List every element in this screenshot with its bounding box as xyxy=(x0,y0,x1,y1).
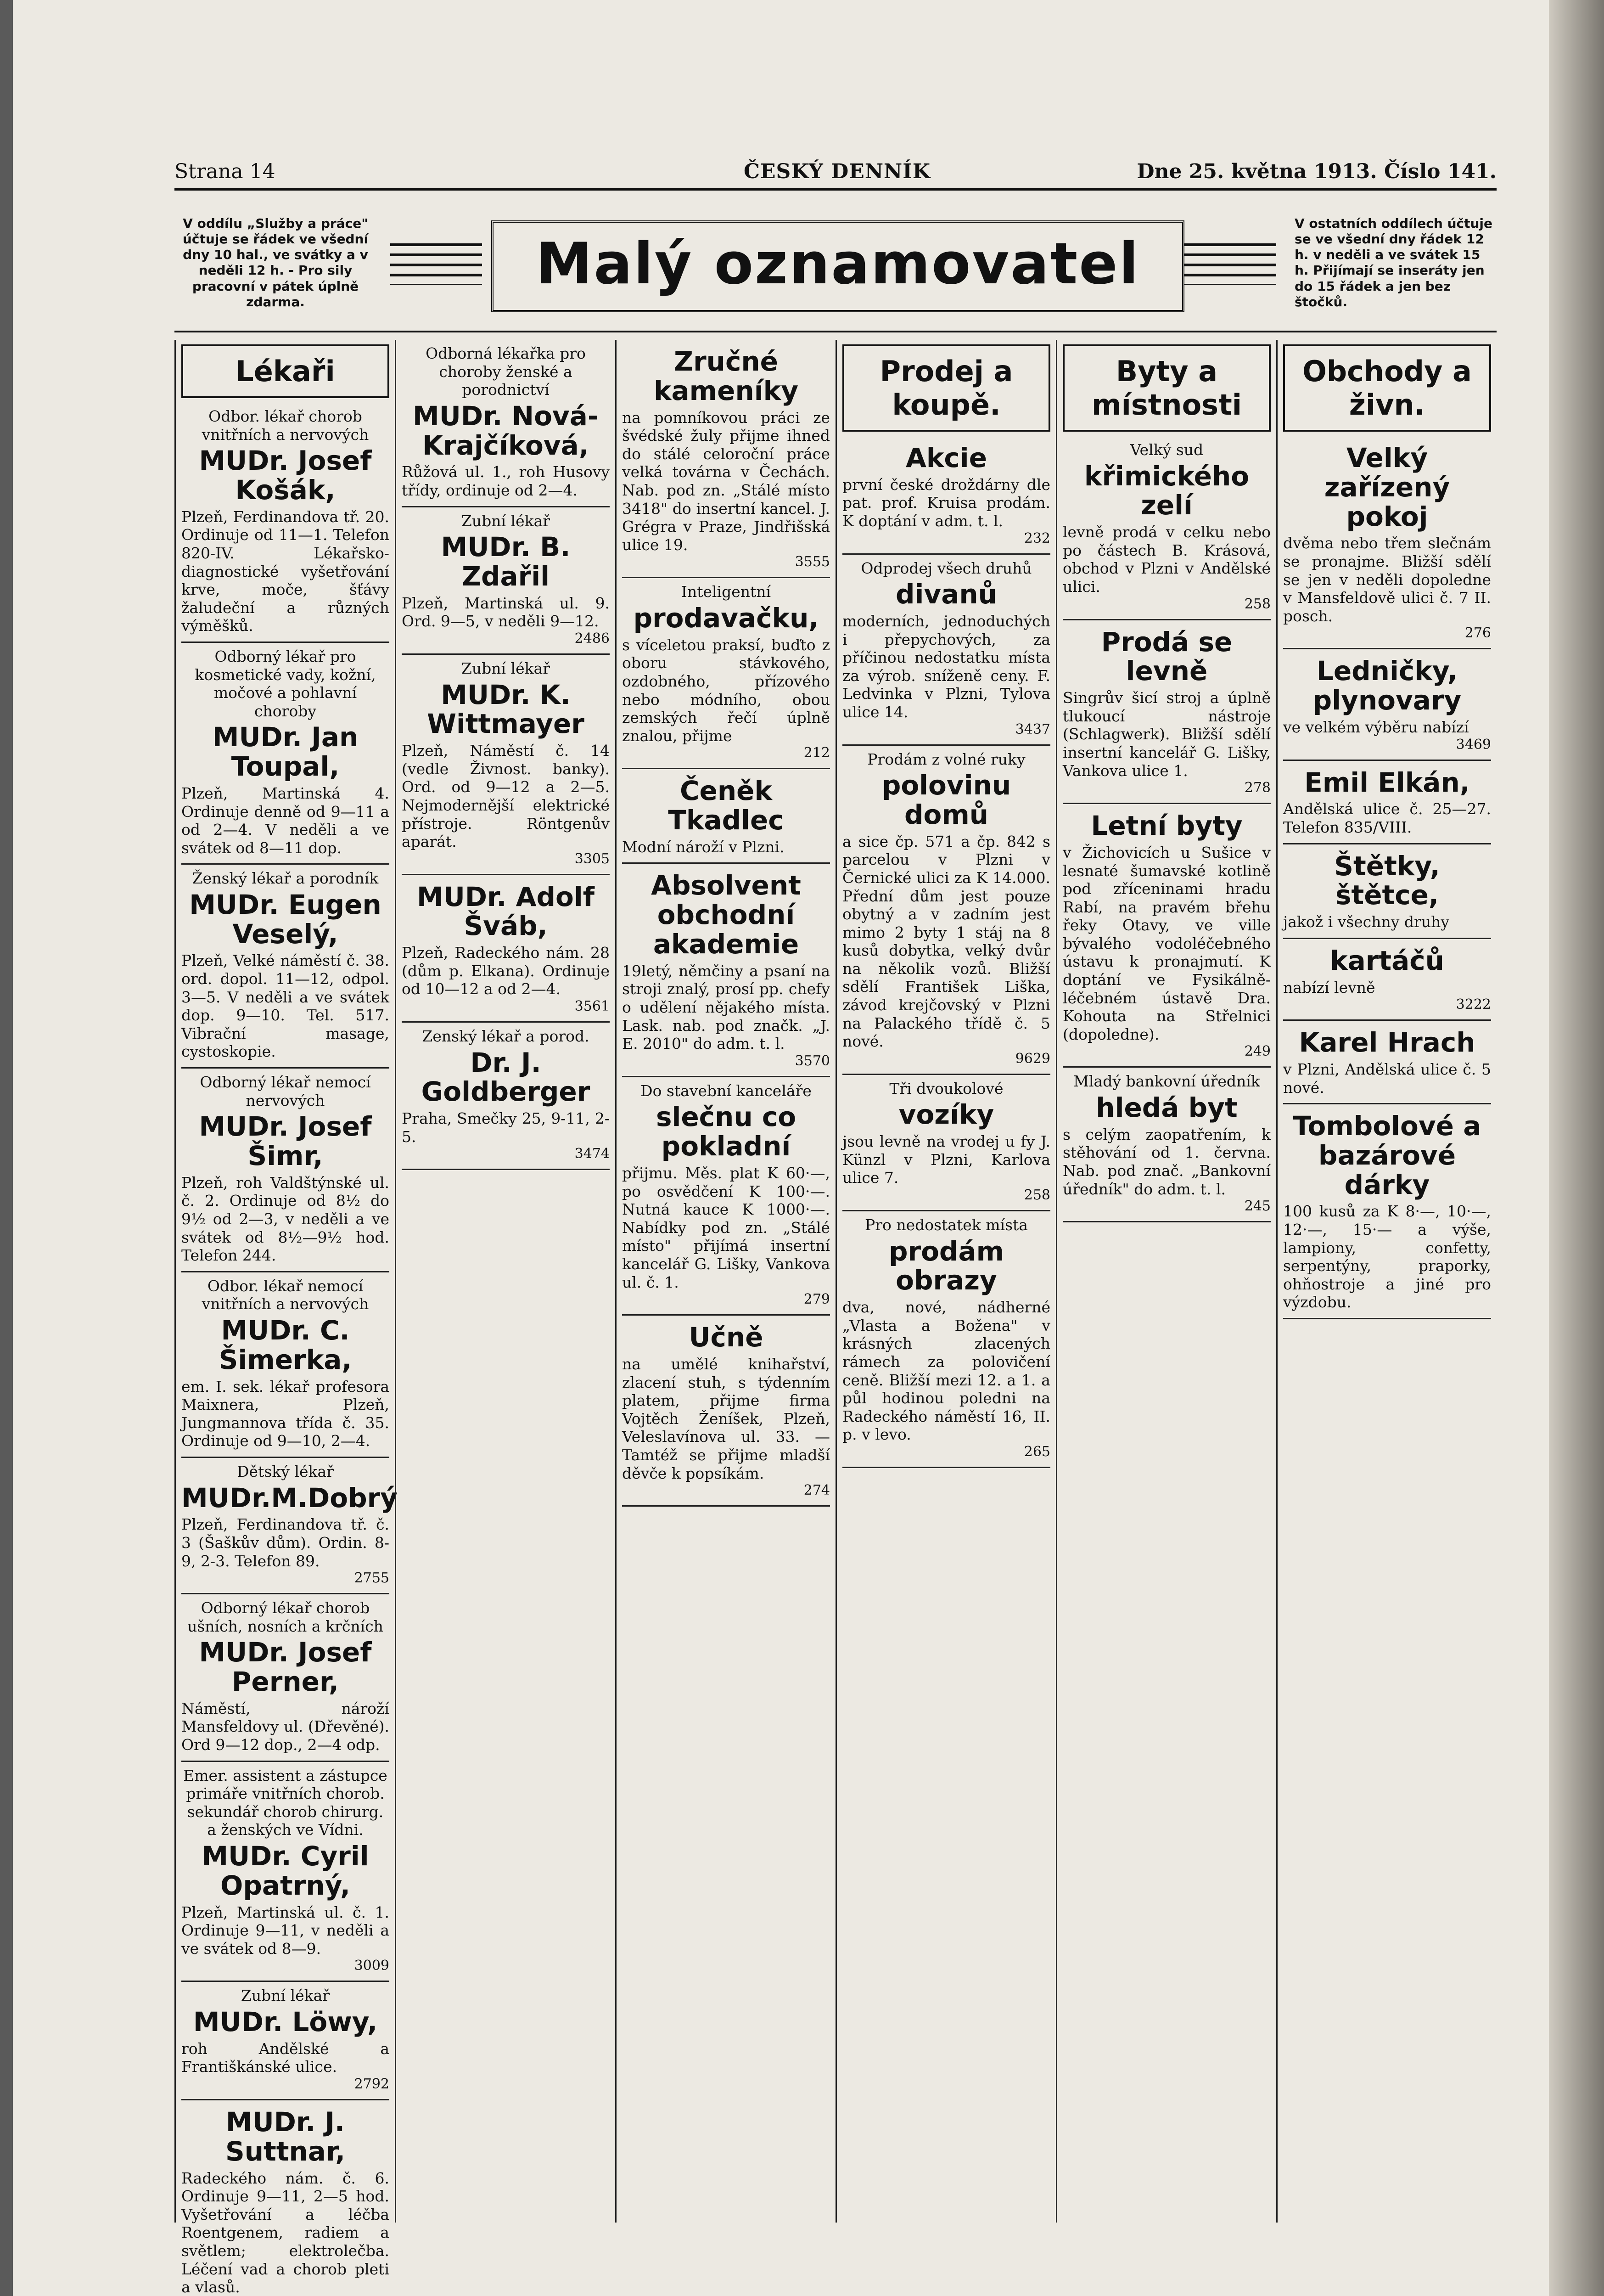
banner-rules-left xyxy=(390,243,482,285)
ad-body: Náměstí, nároží Mansfeldovy ul. (Dřevěné). Ord 9—12 dop., 2—4 odp. xyxy=(181,1699,389,1754)
scan-edge-right xyxy=(1549,0,1604,2296)
column-5 xyxy=(1056,340,1276,2223)
ad-intro: Odborná lékařka pro choroby ženské a porodnictví xyxy=(426,344,586,399)
ad-code: 258 xyxy=(1024,1187,1050,1204)
column-6 xyxy=(1276,340,1497,2223)
ad-body: Plzeň, roh Valdštýnské ul. č. 2. Ordinuje od 8½ do 9½ od 2—3, v neděli a ve svátek od 8½—9½ hod. Telefon 244. xyxy=(181,1173,389,1265)
ad-intro: Zenský lékař a porod. xyxy=(422,1027,589,1046)
ad-body: roh Andělské a Františkánské ulice. xyxy=(181,2039,389,2076)
ad-code: 212 xyxy=(803,745,830,761)
ad-code: 279 xyxy=(803,1291,830,1308)
classified-ad xyxy=(181,1458,398,1594)
pricing-note-right: V ostatních oddílech účtuje se ve všední dny řádek 12 h. v neděli a ve svátek 15 h. Přijímají se inseráty jen do 15 řádek a jen bez štočků. xyxy=(1295,216,1493,310)
ad-intro: Zubní lékař xyxy=(461,659,550,677)
classified-ad xyxy=(1283,649,1491,760)
ad-body: Plzeň, Radeckého nám. 28 (dům p. Elkana). Ordinuje od 10—12 a od 2—4. xyxy=(402,944,610,998)
ad-body: 19letý, němčiny a psaní na stroji znalý, prosí pp. chefy o udělení nějakého místa. Lask. nab. pod značk. „J. E. 2010" do adm. t. l. xyxy=(622,962,830,1053)
classified-ad xyxy=(622,578,830,769)
ad-heading: Velký zařízený pokoj xyxy=(1324,442,1450,532)
ad-body: levně prodá v celku nebo po částech B. Krásová, obchod v Plzni v Andělské ulici. xyxy=(1063,523,1271,596)
classified-ad xyxy=(181,1594,389,1762)
ad-body: a sice čp. 571 a čp. 842 s parcelou v Plzni v Černické ulici za K 14.000. Přední dům jest pouze obytný a v zadním jest mimo 2 byty 1 stáj na 8 kusů dobytka, velký dvůr na několik vozů. Bližší sdělí František Liška, závod krejčovský v Plzni na Palackého třídě č. 5 nové. xyxy=(842,832,1050,1051)
classified-ad xyxy=(402,875,610,1023)
ad-heading: prodavačku, xyxy=(633,602,819,634)
ad-body: Andělská ulice č. 25—27. Telefon 835/VIII. xyxy=(1283,800,1491,836)
ad-code: 3469 xyxy=(1456,736,1491,753)
classified-ad xyxy=(1063,436,1271,620)
column-3 xyxy=(615,340,836,2223)
ad-body: Růžová ul. 1., roh Husovy třídy, ordinuje od 2—4. xyxy=(402,463,610,499)
classifieds-banner xyxy=(174,211,1497,332)
ad-heading: MUDr. K. Wittmayer xyxy=(427,679,584,740)
ad-code: 3305 xyxy=(574,850,610,867)
ad-body: Plzeň, Ferdinandova tř. 20. Ordinuje od 11—1. Telefon 820-IV. Lékařsko-diagnostické vyšetřování krve, moče, šťávy žaludeční a různých výměšků. xyxy=(181,507,389,635)
ad-body: Plzeň, Martinská 4. Ordinuje denně od 9—11 a od 2—4. V neděli a ve svátek od 8—11 dop. xyxy=(181,784,389,857)
classified-ad xyxy=(402,507,610,655)
classified-ad xyxy=(181,1069,389,1272)
ad-body: Plzeň, Martinská ul. č. 1. Ordinuje 9—11, v neděli a ve svátek od 8—9. xyxy=(181,1903,389,1958)
ad-heading: Zručné kameníky xyxy=(653,346,799,406)
ad-code: 258 xyxy=(1244,596,1271,612)
ad-body: dva, nové, nádherné „Vlasta a Božena" v krásných zlacených rámech za polovičení ceně. Bližší mezi 12. a 1. a půl hodinou poledni na Radeckého náměstí 16, II. p. v levo. xyxy=(842,1298,1050,1444)
classified-ad xyxy=(842,436,1050,555)
ad-heading: Emil Elkán, xyxy=(1304,766,1470,798)
ad-heading: Čeněk Tkadlec xyxy=(668,775,784,836)
ad-heading: prodám obrazy xyxy=(888,1235,1004,1296)
ad-body: dvěma nebo třem slečnám se pronajme. Bližší sdělí se jen v neděli dopoledne v Mansfeldově ulici č. 7 II. posch. xyxy=(1283,534,1491,625)
ad-body: Plzeň, Martinská ul. 9. Ord. 9—5, v neděli 9—12. xyxy=(402,594,610,630)
ad-code: 3009 xyxy=(354,1958,389,1974)
classified-ad xyxy=(181,1762,389,1982)
ad-body: jakož i všechny druhy xyxy=(1283,913,1449,931)
classified-ad xyxy=(1283,939,1491,1021)
section-heading: Obchody a živn. xyxy=(1283,344,1491,432)
classified-ad xyxy=(842,1075,1050,1211)
ad-heading: Dr. J. Goldberger xyxy=(421,1047,590,1108)
ad-intro: Zubní lékař xyxy=(461,512,550,530)
ad-body: s celým zaopatřením, k stěhování od 1. června. Nab. pod znač. „Bankovní úředník" do adm. t. l. xyxy=(1063,1125,1271,1198)
classified-ad xyxy=(1283,844,1491,939)
ad-intro: Prodám z volné ruky xyxy=(867,750,1026,768)
classified-ad xyxy=(181,1982,389,2100)
section-heading: Prodej a koupě. xyxy=(842,344,1050,432)
ad-body: Modní nároží v Plzni. xyxy=(622,838,785,856)
classified-ad xyxy=(181,2100,389,2296)
ad-code: 3474 xyxy=(574,1146,610,1162)
ad-intro: Ženský lékař a porodník xyxy=(192,869,379,888)
classified-ad xyxy=(402,1023,610,1170)
ad-intro: Do stavební kanceláře xyxy=(640,1081,812,1100)
ad-code: 9629 xyxy=(1015,1050,1050,1067)
ad-heading: MUDr. Nová-Krajčíková, xyxy=(413,400,599,461)
section-heading: Byty a místnosti xyxy=(1063,344,1271,432)
ad-code: 2792 xyxy=(354,2076,389,2092)
ad-code: 3555 xyxy=(795,554,830,570)
ad-code: 232 xyxy=(1024,530,1050,546)
ad-heading: Ledničky, plynovary xyxy=(1312,655,1462,716)
classified-ad xyxy=(181,1272,389,1458)
ad-intro: Odbor. lékař chorob vnitřních a nervových xyxy=(202,407,369,444)
ad-body: přijmu. Měs. plat K 60·—, po osvědčení K 100·—. Nutná kauce K 1000·—. Nabídky pod zn. „Stálé místo" přijímá insertní kancelář G. Lišky, Vankova ul. č. 1. xyxy=(622,1164,830,1291)
ad-heading: Učně xyxy=(689,1322,763,1353)
ad-intro: Emer. assistent a zástupce primáře vnitřních chorob. sekundář chorob chirurg. a ženských ve Vídni. xyxy=(183,1766,387,1839)
classified-ad xyxy=(622,1316,830,1507)
ad-body: Plzeň, Velké náměstí č. 38. ord. dopol. 11—12, odpol. 3—5. V neděli a ve svátek dop. 9—10. Tel. 517. Vibrační masage, cystoskopie. xyxy=(181,951,389,1061)
ad-intro: Odborný lékař chorob ušních, nosních a krčních xyxy=(187,1599,383,1635)
ad-body: em. I. sek. lékař profesora Maixnera, Plzeň, Jungmannova třída č. 35. Ordinuje od 9—10, 2—4. xyxy=(181,1377,389,1450)
classified-ad xyxy=(1283,1104,1491,1319)
ad-code: 249 xyxy=(1244,1043,1271,1060)
classified-ad xyxy=(842,555,1050,746)
classified-ad xyxy=(622,769,830,864)
ad-heading: Karel Hrach xyxy=(1299,1027,1475,1058)
ad-intro: Tři dvoukolové xyxy=(889,1079,1004,1097)
ad-code: 3437 xyxy=(1015,721,1050,737)
ad-body: na umělé knihařství, zlacení stuh, s týdenním platem, přijme firma Vojtěch Ženíšek, Plzeň, Veleslavínova ul. 33. — Tamtéž se přijme mladší děvče k popsíkám. xyxy=(622,1355,830,1482)
issue-date: Dne 25. května 1913. Číslo 141. xyxy=(1137,160,1497,183)
ad-intro: Inteligentní xyxy=(681,583,771,601)
ad-heading: MUDr. Josef Šimr, xyxy=(199,1111,372,1172)
ad-intro: Velký sud xyxy=(1130,441,1204,459)
page-header xyxy=(174,156,1497,191)
ad-body: první české droždárny dle pat. prof. Kruisa prodám. K doptání v adm. t. l. xyxy=(842,475,1050,530)
ad-heading: MUDr. C. Šimerka, xyxy=(219,1314,352,1375)
ad-body: Plzeň, Ferdinandova tř. č. 3 (Šaškův dům). Ordin. 8-9, 2-3. Telefon 89. xyxy=(181,1515,389,1570)
column-1 xyxy=(174,340,398,2296)
classified-ad xyxy=(402,340,610,507)
classified-ad xyxy=(622,1077,830,1316)
ad-body: jsou levně na vrodej u fy J. Künzl v Plzni, Karlova ulice 7. xyxy=(842,1132,1050,1187)
ad-heading: MUDr. B. Zdařil xyxy=(441,531,571,592)
ad-body: na pomníkovou práci ze švédské žuly přijme ihned do stálé celoroční práce velká továrna v Čechách. Nab. pod zn. „Stálé místo 3418" do insertní kancel. J. Grégra v Praze, Jindřišská ulice 19. xyxy=(622,408,830,554)
ad-heading: Prodá se levně xyxy=(1101,626,1233,687)
ad-body: Plzeň, Náměstí č. 14 (vedle Živnost. banky). Ord. od 9—12 a 2—5. Nejmodernější elektrické přístroje. Röntgenův aparát. xyxy=(402,742,610,851)
ad-heading: hledá byt xyxy=(1096,1092,1238,1124)
ad-heading: kartáčů xyxy=(1330,945,1444,976)
section-heading: Lékaři xyxy=(181,344,389,398)
classified-ad xyxy=(1283,1021,1491,1104)
ad-intro: Odprodej všech druhů xyxy=(861,559,1032,577)
pricing-note-left: V oddílu „Služby a práce" účtuje se řádek ve všední dny 10 hal., ve svátky a v neděli 12 h. - Pro sily pracovní v pátek úplně zdarma. xyxy=(182,216,369,310)
ad-body: moderních, jednoduchých i přepychových, za příčinou nedostatku místa za výrob. sníženě ceny. F. Ledvinka v Plzni, Tylova ulice 14. xyxy=(842,612,1050,721)
ad-heading: Tombolové a bazárové dárky xyxy=(1293,1110,1481,1200)
ad-intro: Odborný lékař pro kosmetické vady, kožní, močové a pohlavní choroby xyxy=(195,647,376,720)
ad-intro: Pro nedostatek místa xyxy=(865,1216,1028,1234)
classified-ad xyxy=(842,746,1050,1075)
ad-code: 265 xyxy=(1024,1443,1050,1460)
ad-body: Praha, Smečky 25, 9-11, 2-5. xyxy=(402,1109,610,1146)
ad-code: 276 xyxy=(1464,625,1491,642)
ad-intro: Mladý bankovní úředník xyxy=(1073,1072,1260,1091)
classified-ad xyxy=(622,340,830,578)
ad-heading: divanů xyxy=(896,579,997,610)
ad-code: 3561 xyxy=(574,998,610,1015)
ad-intro: Odbor. lékař nemocí vnitřních a nervových xyxy=(202,1277,369,1313)
classified-ad xyxy=(1283,436,1491,649)
ad-heading: MUDr. Cyril Opatrný, xyxy=(202,1840,369,1901)
classified-ad xyxy=(402,655,610,875)
classified-ad xyxy=(1063,1068,1271,1222)
ad-body: ve velkém výběru nabízí xyxy=(1283,718,1469,736)
ad-code: 3570 xyxy=(795,1052,830,1069)
banner-rules-right xyxy=(1184,243,1276,285)
ad-heading: MUDr. Josef Košák, xyxy=(199,445,372,506)
section-title: Malý oznamovatel xyxy=(491,220,1184,312)
ad-body: 100 kusů za K 8·—, 10·—, 12·—, 15·— a výše, lampiony, confetty, serpentýny, praporky, ohňostroje a jiné pro výzdobu. xyxy=(1283,1202,1491,1311)
ad-body: nabízí levně xyxy=(1283,978,1375,996)
ad-intro: Zubní lékař xyxy=(241,1986,330,2005)
ad-heading: MUDr. Eugen Veselý, xyxy=(189,889,381,950)
ad-heading: Akcie xyxy=(905,442,987,473)
ad-heading: MUDr. J. Suttnar, xyxy=(225,2106,346,2167)
classified-ad xyxy=(181,643,389,865)
ad-heading: Letní byty xyxy=(1091,810,1243,842)
classified-ad xyxy=(622,864,830,1077)
ad-heading: slečnu co pokladní xyxy=(656,1101,796,1162)
ad-body: Radeckého nám. č. 6. Ordinuje 9—11, 2—5 hod. Vyšetřování a léčba Roentgenem, radiem a světlem; elektrolečba. Léčení vad a chorob pleti a vlasů. xyxy=(181,2169,389,2296)
ad-body: v Žichovicích u Sušice v lesnaté šumavské kotlině pod zříceninami hradu Rabí, na pravém břehu řeky Otavy, ve ville bývalého vodoléčebného ústavu k pronajmutí. K doptání ve Fysikálně-léčebném ústavě Dra. Kohouta na Střelnici (dopoledne). xyxy=(1063,843,1271,1043)
ad-code: 278 xyxy=(1244,780,1271,796)
ad-heading: MUDr. Adolf Šváb, xyxy=(417,881,594,942)
ad-heading: křimického zelí xyxy=(1084,460,1250,521)
ad-code: 274 xyxy=(803,1482,830,1499)
ad-body: v Plzni, Andělská ulice č. 5 nové. xyxy=(1283,1060,1491,1097)
ad-code: 245 xyxy=(1244,1198,1271,1215)
ad-heading: polovinu domů xyxy=(881,770,1011,830)
ad-body: Singrův šicí stroj a úplně tlukoucí nástroje (Schlagwerk). Bližší sdělí insertní kancelář G. Lišky, Vankova ulice 1. xyxy=(1063,689,1271,780)
ad-code: 2486 xyxy=(574,630,610,647)
classified-ad xyxy=(842,1211,1050,1468)
ad-heading: MUDr. Löwy, xyxy=(193,2006,378,2038)
classified-ad xyxy=(1063,804,1271,1068)
ad-heading: Štětky, štětce, xyxy=(1334,850,1440,911)
ad-code: 3222 xyxy=(1456,996,1491,1013)
ad-heading: Absolvent obchodní akademie xyxy=(651,870,801,960)
classified-ad xyxy=(181,865,389,1069)
newspaper-title: ČESKÝ DENNÍK xyxy=(744,160,931,183)
page-number: Strana 14 xyxy=(174,160,275,183)
scan-edge-left xyxy=(0,0,13,2296)
classified-ad xyxy=(1063,620,1271,805)
ad-heading: MUDr.M.Dobrý xyxy=(181,1482,398,1514)
ad-intro: Odborný lékař nemocí nervových xyxy=(200,1073,371,1109)
ad-code: 2755 xyxy=(354,1570,389,1587)
ad-heading: MUDr. Jan Toupal, xyxy=(212,721,359,782)
classified-ad xyxy=(181,403,389,643)
classified-ad xyxy=(1283,761,1491,844)
ad-heading: MUDr. Josef Perner, xyxy=(199,1637,372,1698)
column-2 xyxy=(395,340,615,2223)
ad-body: s víceletou praksí, buďto z oboru stávkového, ozdobného, přízového nebo módního, obou zemských řečí úplně znalou, přijme xyxy=(622,636,830,745)
ad-heading: vozíky xyxy=(898,1099,994,1131)
ad-intro: Dětský lékař xyxy=(237,1462,334,1480)
column-4 xyxy=(836,340,1056,2223)
